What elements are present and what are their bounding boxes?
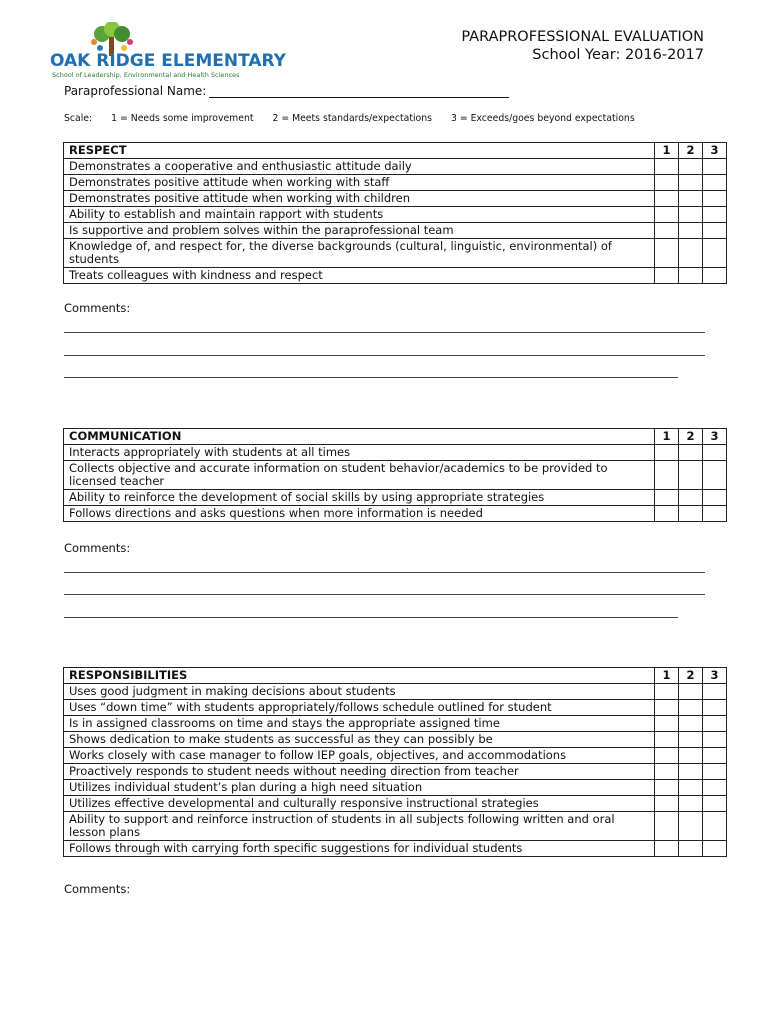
table-row xyxy=(64,716,727,732)
rating-cell-3[interactable] xyxy=(703,223,727,239)
rating-cell-1[interactable] xyxy=(655,461,679,490)
table-row xyxy=(64,796,727,812)
rating-cell-3[interactable] xyxy=(703,159,727,175)
rating-cell-3[interactable] xyxy=(703,175,727,191)
table-row xyxy=(64,445,727,461)
criterion-text: Follows through with carrying forth specific suggestions for individual students xyxy=(64,841,655,857)
rating-cell-1[interactable] xyxy=(655,700,679,716)
rating-cell-1[interactable] xyxy=(655,445,679,461)
rating-cell-1[interactable] xyxy=(655,748,679,764)
rating-cell-1[interactable] xyxy=(655,239,679,268)
rating-cell-3[interactable] xyxy=(703,716,727,732)
table-row xyxy=(64,506,727,522)
rating-cell-3[interactable] xyxy=(703,812,727,841)
rating-col-1: 1 xyxy=(655,668,679,684)
rating-cell-3[interactable] xyxy=(703,506,727,522)
rating-cell-1[interactable] xyxy=(655,159,679,175)
rating-cell-3[interactable] xyxy=(703,207,727,223)
scale-item: 3 = Exceeds/goes beyond expectations xyxy=(450,113,635,124)
scale-item: 2 = Meets standards/expectations xyxy=(272,113,432,124)
name-field-row xyxy=(64,84,509,98)
rating-col-2: 2 xyxy=(679,668,703,684)
rating-cell-1[interactable] xyxy=(655,506,679,522)
criterion-text: Shows dedication to make students as successful as they can possibly be xyxy=(64,732,655,748)
rating-cell-2[interactable] xyxy=(679,716,703,732)
rating-cell-3[interactable] xyxy=(703,268,727,284)
rating-cell-1[interactable] xyxy=(655,684,679,700)
table-header-row xyxy=(64,143,727,159)
comment-line[interactable] xyxy=(64,617,678,618)
rating-cell-3[interactable] xyxy=(703,748,727,764)
rating-cell-2[interactable] xyxy=(679,159,703,175)
rating-cell-2[interactable] xyxy=(679,506,703,522)
criterion-text: Uses “down time” with students appropriately/follows schedule outlined for student xyxy=(64,700,655,716)
rating-cell-2[interactable] xyxy=(679,764,703,780)
criterion-text: Follows directions and asks questions when more information is needed xyxy=(64,506,655,522)
rating-cell-2[interactable] xyxy=(679,175,703,191)
section-title: RESPONSIBILITIES xyxy=(64,668,655,684)
rating-cell-1[interactable] xyxy=(655,796,679,812)
table-row xyxy=(64,700,727,716)
rating-cell-2[interactable] xyxy=(679,812,703,841)
rating-cell-1[interactable] xyxy=(655,268,679,284)
criterion-text: Interacts appropriately with students at all times xyxy=(64,445,655,461)
criterion-text: Uses good judgment in making decisions about students xyxy=(64,684,655,700)
document-title: PARAPROFESSIONAL EVALUATION xyxy=(461,29,704,45)
rating-cell-3[interactable] xyxy=(703,684,727,700)
criterion-text: Utilizes effective developmental and culturally responsive instructional strategies xyxy=(64,796,655,812)
rating-cell-2[interactable] xyxy=(679,748,703,764)
rating-cell-2[interactable] xyxy=(679,490,703,506)
logo-wordmark: OAK RIDGE ELEMENTARY xyxy=(50,51,286,71)
rating-col-3: 3 xyxy=(703,668,727,684)
table-row xyxy=(64,490,727,506)
table-row xyxy=(64,159,727,175)
rating-cell-1[interactable] xyxy=(655,812,679,841)
rating-cell-1[interactable] xyxy=(655,207,679,223)
rating-cell-1[interactable] xyxy=(655,764,679,780)
school-year: School Year: 2016-2017 xyxy=(532,47,704,63)
rating-cell-3[interactable] xyxy=(703,732,727,748)
criterion-text: Ability to reinforce the development of social skills by using appropriate strategies xyxy=(64,490,655,506)
comment-line[interactable] xyxy=(64,332,705,333)
rating-cell-2[interactable] xyxy=(679,796,703,812)
rating-col-2: 2 xyxy=(679,429,703,445)
scale-legend xyxy=(64,113,635,124)
table-row xyxy=(64,841,727,857)
rating-cell-1[interactable] xyxy=(655,716,679,732)
rating-cell-1[interactable] xyxy=(655,490,679,506)
table-row xyxy=(64,239,727,268)
table-row xyxy=(64,684,727,700)
rating-cell-2[interactable] xyxy=(679,780,703,796)
rating-cell-2[interactable] xyxy=(679,191,703,207)
section-title: COMMUNICATION xyxy=(64,429,655,445)
rating-cell-1[interactable] xyxy=(655,191,679,207)
rating-cell-3[interactable] xyxy=(703,490,727,506)
responsibilities-table xyxy=(63,667,727,857)
rating-cell-3[interactable] xyxy=(703,239,727,268)
communication-table xyxy=(63,428,727,522)
table-row xyxy=(64,461,727,490)
table-header-row xyxy=(64,668,727,684)
section-title: RESPECT xyxy=(64,143,655,159)
table-header-row xyxy=(64,429,727,445)
table-row xyxy=(64,191,727,207)
rating-cell-1[interactable] xyxy=(655,223,679,239)
rating-col-1: 1 xyxy=(655,143,679,159)
name-field-line[interactable] xyxy=(209,85,509,98)
rating-cell-3[interactable] xyxy=(703,461,727,490)
rating-cell-2[interactable] xyxy=(679,268,703,284)
criterion-text: Works closely with case manager to follow IEP goals, objectives, and accommodations xyxy=(64,748,655,764)
scale-item: 1 = Needs some improvement xyxy=(111,113,254,124)
rating-cell-2[interactable] xyxy=(679,461,703,490)
rating-col-1: 1 xyxy=(655,429,679,445)
comments-label: Comments: xyxy=(64,541,131,555)
rating-cell-1[interactable] xyxy=(655,732,679,748)
criterion-text: Demonstrates positive attitude when working with children xyxy=(64,191,655,207)
table-row xyxy=(64,780,727,796)
logo-tagline: School of Leadership, Environmental and Health Sciences xyxy=(52,71,240,79)
respect-table xyxy=(63,142,727,284)
rating-col-2: 2 xyxy=(679,143,703,159)
table-row xyxy=(64,748,727,764)
criterion-text: Knowledge of, and respect for, the diverse backgrounds (cultural, linguistic, environmental) of students xyxy=(64,239,655,268)
comments-label: Comments: xyxy=(64,301,131,315)
rating-cell-3[interactable] xyxy=(703,841,727,857)
name-field-label: Paraprofessional Name: xyxy=(64,84,207,98)
criterion-text: Proactively responds to student needs without needing direction from teacher xyxy=(64,764,655,780)
rating-cell-1[interactable] xyxy=(655,175,679,191)
scale-label: Scale: xyxy=(64,113,93,124)
criterion-text: Ability to establish and maintain rapport with students xyxy=(64,207,655,223)
comments-label: Comments: xyxy=(64,882,131,896)
rating-cell-3[interactable] xyxy=(703,191,727,207)
rating-cell-3[interactable] xyxy=(703,700,727,716)
rating-cell-2[interactable] xyxy=(679,223,703,239)
criterion-text: Is in assigned classrooms on time and stays the appropriate assigned time xyxy=(64,716,655,732)
rating-cell-3[interactable] xyxy=(703,780,727,796)
table-row xyxy=(64,268,727,284)
comment-line[interactable] xyxy=(64,594,705,595)
comment-line[interactable] xyxy=(64,377,678,378)
rating-cell-3[interactable] xyxy=(703,445,727,461)
criterion-text: Treats colleagues with kindness and respect xyxy=(64,268,655,284)
table-row xyxy=(64,732,727,748)
rating-cell-2[interactable] xyxy=(679,684,703,700)
table-row xyxy=(64,223,727,239)
criterion-text: Demonstrates positive attitude when working with staff xyxy=(64,175,655,191)
comment-line[interactable] xyxy=(64,355,705,356)
rating-cell-3[interactable] xyxy=(703,796,727,812)
table-row xyxy=(64,175,727,191)
rating-cell-2[interactable] xyxy=(679,239,703,268)
rating-cell-1[interactable] xyxy=(655,780,679,796)
rating-col-3: 3 xyxy=(703,143,727,159)
school-logo xyxy=(50,22,286,82)
criterion-text: Ability to support and reinforce instruction of students in all subjects following written and oral lesson plans xyxy=(64,812,655,841)
rating-cell-2[interactable] xyxy=(679,445,703,461)
rating-cell-1[interactable] xyxy=(655,841,679,857)
rating-col-3: 3 xyxy=(703,429,727,445)
rating-cell-3[interactable] xyxy=(703,764,727,780)
rating-cell-2[interactable] xyxy=(679,732,703,748)
table-row xyxy=(64,812,727,841)
table-row xyxy=(64,207,727,223)
criterion-text: Utilizes individual student’s plan during a high need situation xyxy=(64,780,655,796)
criterion-text: Collects objective and accurate information on student behavior/academics to be provided to licensed teacher xyxy=(64,461,655,490)
rating-cell-2[interactable] xyxy=(679,841,703,857)
table-row xyxy=(64,764,727,780)
criterion-text: Is supportive and problem solves within the paraprofessional team xyxy=(64,223,655,239)
comment-line[interactable] xyxy=(64,572,705,573)
criterion-text: Demonstrates a cooperative and enthusiastic attitude daily xyxy=(64,159,655,175)
rating-cell-2[interactable] xyxy=(679,207,703,223)
rating-cell-2[interactable] xyxy=(679,700,703,716)
